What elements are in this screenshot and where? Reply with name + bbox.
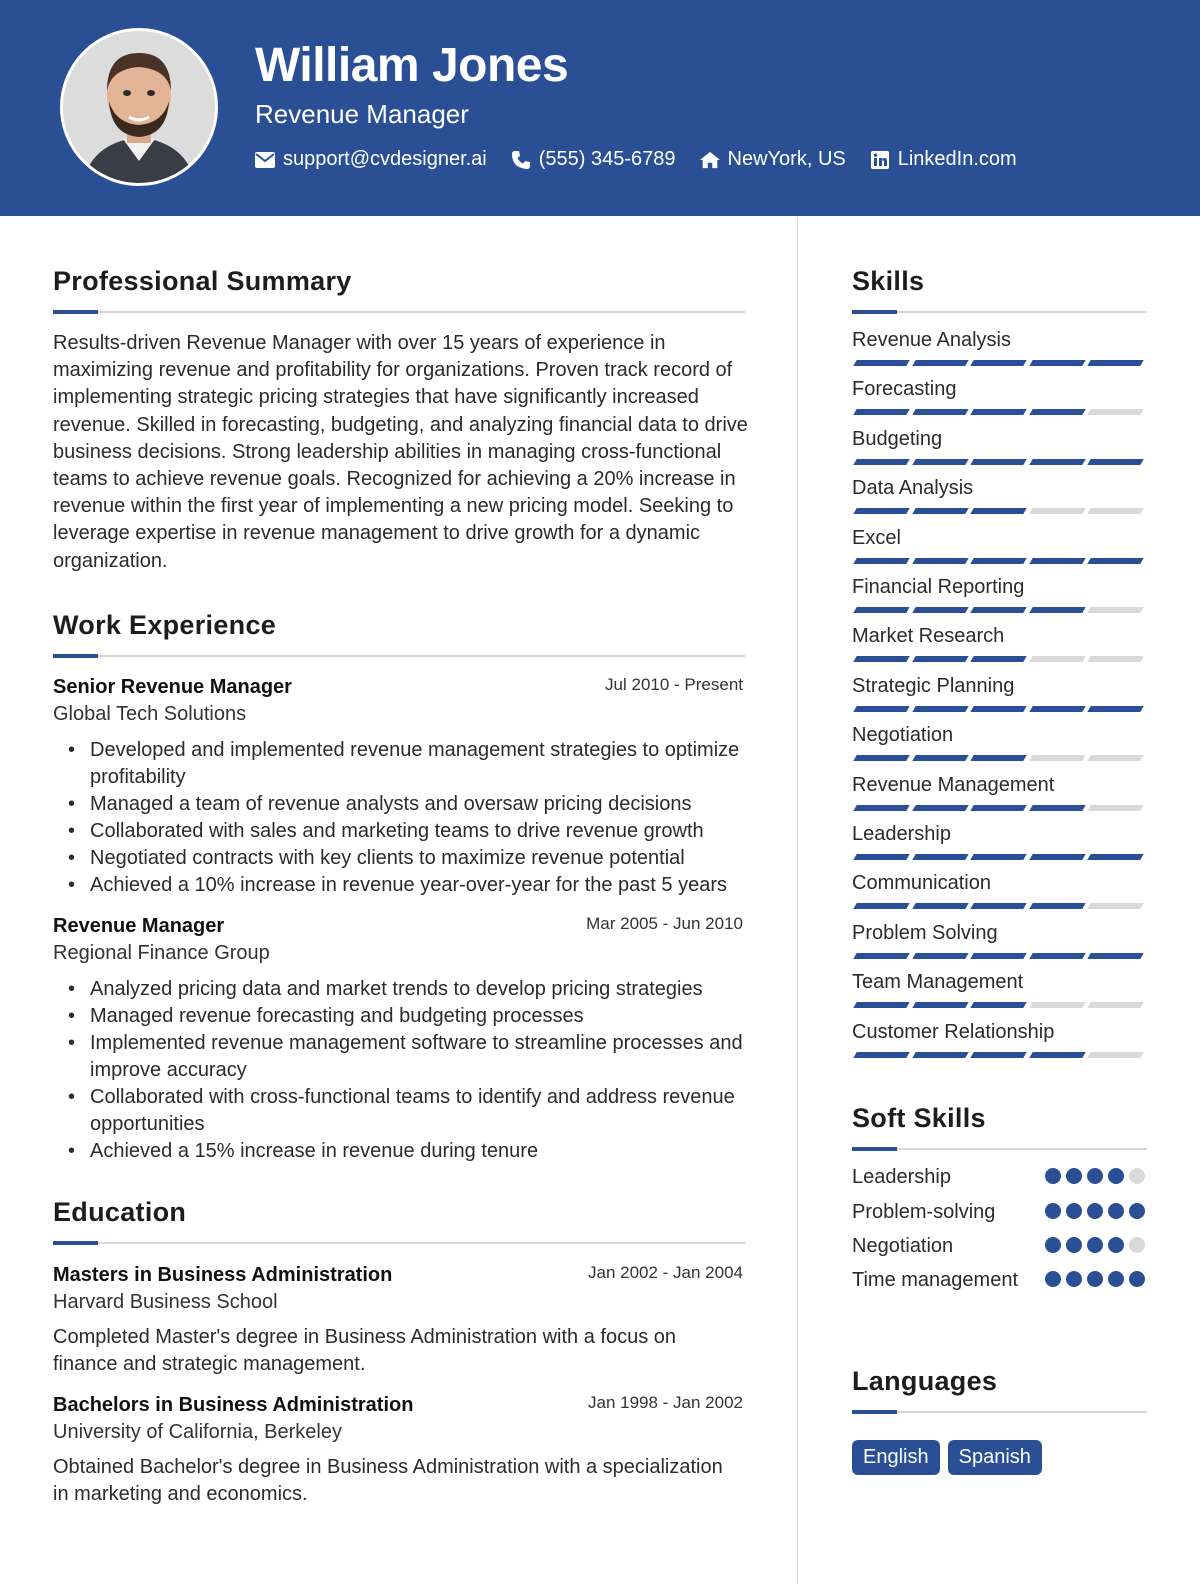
- soft-skill-rating: [1045, 1203, 1145, 1219]
- skill-level-segment: [970, 805, 1026, 811]
- job-bullet: • Achieved a 15% increase in revenue during tenure: [90, 1138, 750, 1165]
- skill-level-segment: [853, 755, 909, 761]
- summary-accent: [53, 310, 98, 314]
- summary-heading: Professional Summary: [53, 266, 352, 296]
- skill-level-segment: [912, 508, 968, 514]
- skill-name: Financial Reporting: [852, 576, 1025, 598]
- skill-level-segment: [853, 656, 909, 662]
- job-bullets: [90, 976, 750, 1165]
- skill-level-segment: [853, 508, 909, 514]
- education-accent: [53, 1241, 98, 1245]
- skill-level-segment: [1087, 706, 1143, 712]
- skill-level-segment: [1029, 656, 1085, 662]
- skill-name: Data Analysis: [852, 477, 974, 500]
- skill-level-segment: [1029, 409, 1085, 415]
- job-bullet: • Collaborated with cross-functional teams to identify and address revenue opportunities: [90, 1084, 750, 1138]
- education-rule: [53, 1242, 745, 1244]
- degree-title: Bachelors in Business Administration: [53, 1394, 414, 1416]
- skill-level-segment: [1087, 360, 1143, 366]
- skill-level-segment: [912, 903, 968, 909]
- skill-level-segment: [853, 854, 909, 860]
- skill-level-segment: [912, 607, 968, 613]
- profile-photo: [63, 31, 215, 183]
- skill-name: Market Research: [852, 625, 1005, 648]
- soft-skill-name: Problem-solving: [852, 1201, 996, 1223]
- skill-level-segment: [1029, 1002, 1085, 1008]
- skill-level-segment: [970, 459, 1026, 465]
- skill-level-segment: [853, 706, 909, 712]
- rating-dot: [1108, 1168, 1124, 1184]
- soft-skill-name: Time management: [852, 1269, 1018, 1291]
- skill-item: [852, 723, 1147, 761]
- contact-phone[interactable]: [511, 148, 676, 171]
- skill-item: [852, 526, 1147, 564]
- contact-email[interactable]: [255, 148, 487, 171]
- degree-description: Obtained Bachelor's degree in Business Administration with a specialization in marketing and economics.: [53, 1456, 723, 1505]
- skill-item: [852, 773, 1147, 811]
- soft-skill-rating: [1045, 1237, 1145, 1253]
- skill-level-segment: [970, 409, 1026, 415]
- skill-name: Revenue Analysis: [852, 329, 1011, 351]
- experience-heading: Work Experience: [53, 610, 277, 640]
- skill-level-segment: [1029, 459, 1085, 465]
- rating-dot: [1129, 1237, 1145, 1253]
- skill-level-bar: [852, 805, 1147, 811]
- skill-level-segment: [1029, 805, 1085, 811]
- contact-location-text: NewYork, US: [727, 148, 846, 170]
- job-company: Regional Finance Group: [53, 942, 270, 964]
- contact-linkedin-text: LinkedIn.com: [897, 148, 1017, 170]
- skill-level-bar: [852, 360, 1147, 366]
- skill-name: Negotiation: [852, 724, 954, 747]
- skill-level-segment: [853, 1002, 909, 1008]
- skill-level-segment: [1087, 953, 1143, 959]
- skill-level-segment: [912, 459, 968, 465]
- job-bullets: [90, 737, 750, 899]
- skill-level-segment: [853, 409, 909, 415]
- skill-level-segment: [912, 706, 968, 712]
- experience-rule: [53, 655, 745, 657]
- rating-dot: [1087, 1237, 1103, 1253]
- skill-level-segment: [1087, 459, 1143, 465]
- job-bullet: • Implemented revenue management software to streamline processes and improve accuracy: [90, 1030, 750, 1084]
- contact-location: [700, 148, 846, 171]
- job-bullet: • Developed and implemented revenue management strategies to optimize profitability: [90, 737, 750, 791]
- skill-level-segment: [853, 459, 909, 465]
- skill-level-segment: [1087, 854, 1143, 860]
- rating-dot: [1045, 1271, 1061, 1287]
- contact-phone-text: (555) 345-6789: [538, 148, 676, 170]
- soft-skills-accent: [852, 1147, 897, 1151]
- skill-level-segment: [970, 755, 1026, 761]
- skill-item: [852, 427, 1147, 465]
- skill-name: Revenue Management: [852, 773, 1055, 796]
- skill-level-bar: [852, 459, 1147, 465]
- job-title: Revenue Manager: [53, 915, 225, 937]
- skills-accent: [852, 310, 897, 314]
- skill-level-segment: [912, 755, 968, 761]
- contact-list: [255, 148, 1017, 171]
- rating-dot: [1087, 1203, 1103, 1219]
- school-name: Harvard Business School: [53, 1291, 278, 1313]
- linkedin-icon: [870, 150, 890, 170]
- job-title: Senior Revenue Manager: [53, 676, 292, 698]
- skill-level-segment: [970, 656, 1026, 662]
- skill-name: Forecasting: [852, 378, 957, 401]
- skill-level-segment: [853, 953, 909, 959]
- skill-level-bar: [852, 1052, 1147, 1058]
- skill-level-bar: [852, 854, 1147, 860]
- skills-heading: Skills: [852, 266, 925, 296]
- skill-name: Communication: [852, 872, 991, 895]
- skill-level-segment: [1087, 755, 1143, 761]
- skill-name: Customer Relationship: [852, 1020, 1055, 1043]
- summary-rule: [53, 311, 745, 313]
- skill-level-segment: [912, 360, 968, 366]
- skill-level-segment: [912, 558, 968, 564]
- rating-dot: [1066, 1168, 1082, 1184]
- skill-level-segment: [853, 805, 909, 811]
- skill-level-segment: [853, 360, 909, 366]
- skill-level-segment: [970, 706, 1026, 712]
- language-tag: Spanish: [948, 1440, 1042, 1475]
- skill-level-segment: [1087, 656, 1143, 662]
- skill-item: [852, 377, 1147, 415]
- skill-name: Budgeting: [852, 427, 943, 450]
- skill-level-bar: [852, 409, 1147, 415]
- school-name: University of California, Berkeley: [53, 1421, 342, 1443]
- skill-level-segment: [1029, 508, 1085, 514]
- soft-skills-heading: Soft Skills: [852, 1103, 986, 1133]
- job-date: Mar 2005 - Jun 2010: [586, 914, 743, 933]
- skill-level-segment: [1029, 558, 1085, 564]
- skill-level-segment: [853, 1052, 909, 1058]
- degree-title: Masters in Business Administration: [53, 1264, 393, 1286]
- language-tag: English: [852, 1440, 940, 1475]
- soft-skill-name: Leadership: [852, 1166, 951, 1188]
- skill-level-bar: [852, 903, 1147, 909]
- rating-dot: [1045, 1237, 1061, 1253]
- skill-level-segment: [1087, 1002, 1143, 1008]
- skill-level-segment: [1029, 755, 1085, 761]
- skill-level-segment: [1029, 360, 1085, 366]
- skill-level-bar: [852, 755, 1147, 761]
- skill-level-segment: [1087, 508, 1143, 514]
- skill-level-segment: [970, 508, 1026, 514]
- skill-level-segment: [970, 360, 1026, 366]
- education-heading: Education: [53, 1197, 187, 1227]
- skill-name: Excel: [852, 526, 901, 549]
- skill-level-segment: [853, 558, 909, 564]
- skill-level-segment: [970, 903, 1026, 909]
- skill-level-segment: [1029, 953, 1085, 959]
- skill-level-segment: [1087, 903, 1143, 909]
- soft-skill-name: Negotiation: [852, 1235, 954, 1257]
- soft-skill-rating: [1045, 1168, 1145, 1184]
- home-icon: [700, 150, 720, 170]
- job-bullet: • Managed a team of revenue analysts and oversaw pricing decisions: [90, 791, 750, 818]
- degree-date: Jan 1998 - Jan 2002: [587, 1393, 743, 1412]
- skill-level-segment: [912, 1052, 968, 1058]
- rating-dot: [1066, 1203, 1082, 1219]
- summary-text: Results-driven Revenue Manager with over 15 years of experience in maximizing revenue and profitability for organizations. Proven track record of implementing strategic pricing strategies that have significantly increased revenue. Skilled in forecasting, budgeting, and analyzing financial data to drive business decisions. Strong leadership abilities in managing cross-functional teams to achieve revenue goals. Recognized for achieving a 20% increase in revenue within the first year of implementing a new pricing model. Seeking to leverage expertise in revenue management to drive growth for a dynamic organization.: [53, 332, 748, 572]
- degree-description: Completed Master's degree in Business Administration with a focus on finance and strategic management.: [53, 1326, 677, 1375]
- experience-accent: [53, 654, 98, 658]
- job-bullet: • Managed revenue forecasting and budgeting processes: [90, 1003, 750, 1030]
- skill-item: [852, 1020, 1147, 1058]
- skill-level-segment: [1087, 607, 1143, 613]
- skill-level-bar: [852, 558, 1147, 564]
- skill-level-segment: [970, 558, 1026, 564]
- contact-linkedin[interactable]: [870, 148, 1017, 171]
- soft-skill-rating: [1045, 1271, 1145, 1287]
- job-bullet: • Collaborated with sales and marketing teams to drive revenue growth: [90, 818, 750, 845]
- languages-accent: [852, 1410, 897, 1414]
- rating-dot: [1066, 1237, 1082, 1253]
- skill-item: [852, 624, 1147, 662]
- rating-dot: [1045, 1203, 1061, 1219]
- job-bullet: • Analyzed pricing data and market trends to develop pricing strategies: [90, 976, 750, 1003]
- skill-level-segment: [912, 656, 968, 662]
- skill-name: Leadership: [852, 823, 951, 845]
- skill-item: [852, 970, 1147, 1008]
- skill-level-segment: [970, 1002, 1026, 1008]
- rating-dot: [1108, 1203, 1124, 1219]
- skill-level-segment: [970, 854, 1026, 860]
- languages-heading: Languages: [852, 1366, 998, 1396]
- skill-name: Strategic Planning: [852, 674, 1015, 697]
- rating-dot: [1129, 1271, 1145, 1287]
- skill-item: [852, 476, 1147, 514]
- skill-level-bar: [852, 656, 1147, 662]
- skill-level-segment: [912, 854, 968, 860]
- skill-level-segment: [1087, 805, 1143, 811]
- rating-dot: [1087, 1271, 1103, 1287]
- skill-level-segment: [1029, 903, 1085, 909]
- job-company: Global Tech Solutions: [53, 703, 247, 725]
- rating-dot: [1129, 1203, 1145, 1219]
- skill-level-segment: [1029, 1052, 1085, 1058]
- degree-date: Jan 2002 - Jan 2004: [587, 1263, 743, 1282]
- rating-dot: [1066, 1271, 1082, 1287]
- skill-level-segment: [1087, 1052, 1143, 1058]
- skill-item: [852, 575, 1147, 613]
- envelope-icon: [255, 150, 275, 170]
- skill-level-segment: [1029, 607, 1085, 613]
- skill-level-segment: [912, 1002, 968, 1008]
- column-divider: [797, 216, 798, 1584]
- skill-item: [852, 822, 1147, 860]
- skill-level-segment: [1087, 558, 1143, 564]
- rating-dot: [1045, 1168, 1061, 1184]
- skill-item: [852, 921, 1147, 959]
- skill-item: [852, 674, 1147, 712]
- skill-level-bar: [852, 607, 1147, 613]
- skill-level-bar: [852, 953, 1147, 959]
- contact-email-text: support@cvdesigner.ai: [283, 148, 487, 170]
- skill-level-segment: [1087, 409, 1143, 415]
- skill-level-bar: [852, 706, 1147, 712]
- skill-level-segment: [970, 607, 1026, 613]
- rating-dot: [1108, 1271, 1124, 1287]
- skill-level-segment: [912, 805, 968, 811]
- avatar: [60, 28, 218, 186]
- skill-item: [852, 328, 1147, 366]
- job-bullet: • Negotiated contracts with key clients to maximize revenue potential: [90, 845, 750, 872]
- skill-level-segment: [912, 953, 968, 959]
- languages-list: [852, 1440, 1042, 1475]
- rating-dot: [1108, 1237, 1124, 1253]
- skill-level-bar: [852, 1002, 1147, 1008]
- skill-item: [852, 871, 1147, 909]
- skill-level-segment: [853, 607, 909, 613]
- skill-level-bar: [852, 508, 1147, 514]
- skill-level-segment: [1029, 706, 1085, 712]
- header: [0, 0, 1200, 216]
- skill-level-segment: [1029, 854, 1085, 860]
- skill-name: Team Management: [852, 971, 1024, 994]
- skill-level-segment: [912, 409, 968, 415]
- rating-dot: [1129, 1168, 1145, 1184]
- skill-name: Problem Solving: [852, 921, 998, 944]
- rating-dot: [1087, 1168, 1103, 1184]
- job-bullet: • Achieved a 10% increase in revenue year-over-year for the past 5 years: [90, 872, 750, 899]
- candidate-title: Revenue Manager: [255, 99, 469, 129]
- job-date: Jul 2010 - Present: [605, 675, 743, 694]
- candidate-name: William Jones: [255, 39, 569, 92]
- skill-level-segment: [970, 1052, 1026, 1058]
- skill-level-segment: [853, 903, 909, 909]
- skill-level-segment: [970, 953, 1026, 959]
- phone-icon: [511, 150, 531, 170]
